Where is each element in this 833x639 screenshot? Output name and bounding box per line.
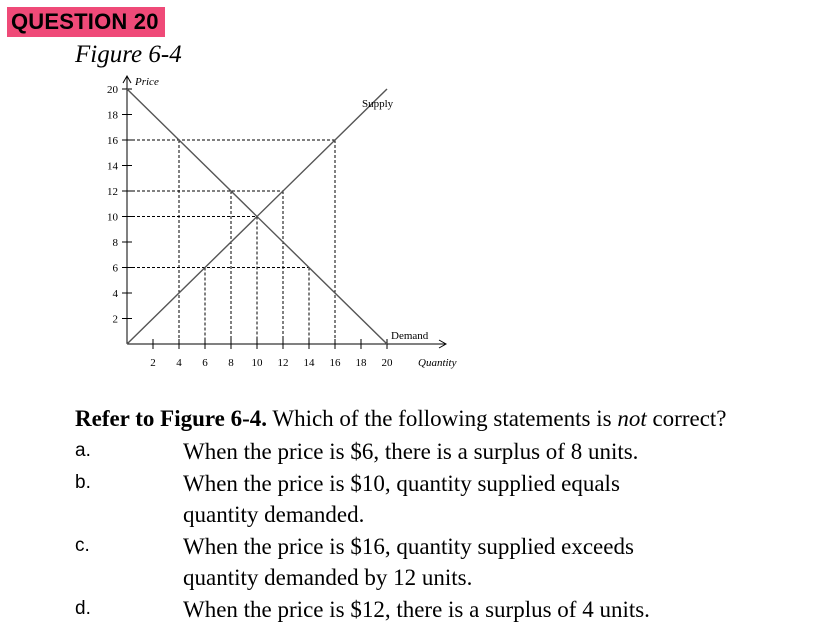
- x-tick-label: 10: [251, 357, 263, 369]
- y-tick-label: 14: [107, 160, 118, 173]
- x-tick-label: 18: [355, 357, 367, 369]
- y-tick-label: 2: [112, 313, 118, 326]
- x-axis-title: Quantity: [418, 357, 457, 369]
- x-tick-label: 12: [277, 357, 289, 369]
- y-axis-title: Price: [135, 76, 159, 88]
- option-b-letter: b.: [75, 472, 91, 493]
- option-d-line: When the price is $12, there is a surplus of 4 units.: [183, 597, 650, 622]
- demand-label: Demand: [391, 330, 429, 342]
- y-tick-label: 20: [107, 84, 118, 96]
- supply-label: Supply: [362, 98, 394, 110]
- question-number-badge: QUESTION 20: [7, 7, 165, 37]
- x-tick-label: 20: [381, 357, 393, 369]
- question-stem: [75, 404, 825, 434]
- option-c-line: When the price is $16, quantity supplied exceeds: [183, 534, 634, 559]
- option-a-text[interactable]: [183, 436, 803, 467]
- option-d-text[interactable]: [183, 594, 803, 625]
- y-tick-label: 18: [107, 109, 118, 122]
- x-tick-label: 8: [228, 357, 234, 369]
- x-tick-label: 2: [150, 357, 156, 369]
- y-tick-label: 6: [112, 262, 118, 275]
- figure-title: Figure 6-4: [75, 41, 182, 68]
- option-c-letter: c.: [75, 535, 90, 556]
- x-tick-label: 16: [329, 357, 341, 369]
- y-tick-label: 4: [112, 288, 118, 300]
- x-tick-label: 14: [303, 357, 315, 369]
- option-c-line: quantity demanded by 12 units.: [183, 565, 473, 590]
- question-figure-ref: Refer to Figure 6-4.: [75, 406, 268, 431]
- option-b-text[interactable]: [183, 468, 803, 530]
- question-text-after: correct?: [646, 406, 727, 431]
- x-tick-label: 6: [202, 357, 208, 369]
- y-tick-label: 12: [107, 186, 118, 198]
- option-a-letter: a.: [75, 440, 91, 461]
- option-b-line: When the price is $10, quantity supplied equals: [183, 471, 620, 496]
- y-tick-label: 8: [112, 237, 118, 249]
- y-tick-label: 10: [107, 211, 118, 224]
- x-tick-label: 4: [176, 357, 182, 369]
- question-emphasis: not: [617, 406, 647, 431]
- option-d-letter: d.: [75, 598, 91, 619]
- option-b-line: quantity demanded.: [183, 502, 365, 527]
- y-tick-label: 16: [107, 135, 118, 147]
- question-text-before: Which of the following statements is: [267, 406, 618, 431]
- option-a-line: When the price is $6, there is a surplus of 8 units.: [183, 439, 639, 464]
- option-c-text[interactable]: [183, 531, 803, 593]
